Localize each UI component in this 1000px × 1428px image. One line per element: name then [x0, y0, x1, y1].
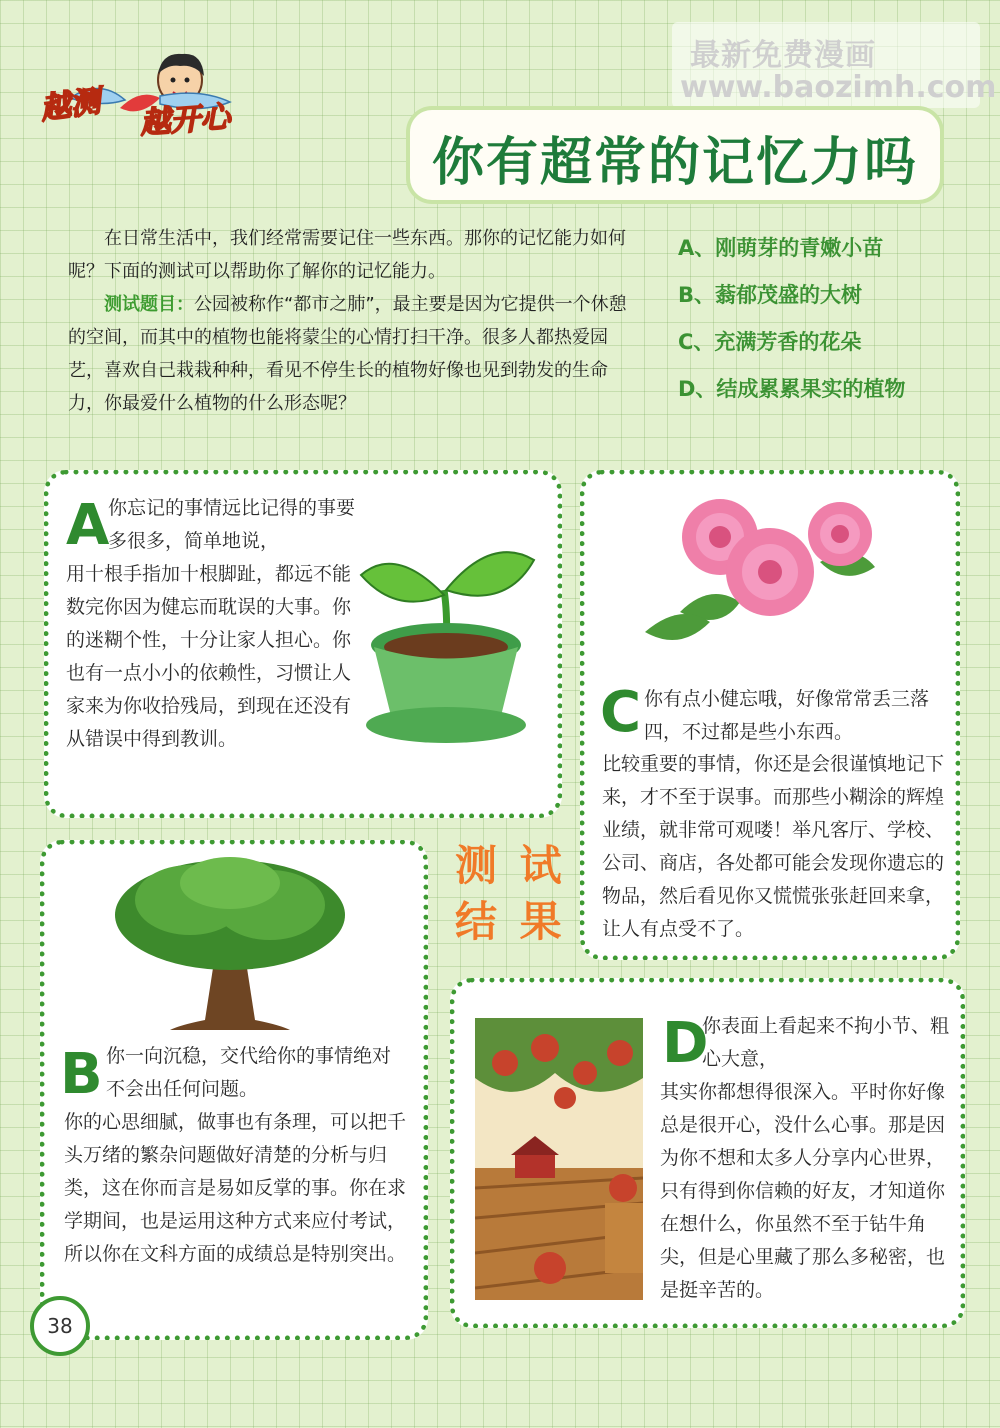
result-a-lead: 你忘记的事情远比记得的事要多很多，简单地说，	[108, 497, 356, 552]
option-c: C、充满芳香的花朵	[678, 330, 862, 354]
result-d-text: 其实你都想得很深入。平时你好像总是很开心，没什么心事。那是因为你不想和太多人分享内心世界，只有得到你信赖的好友，才知道你在想什么，你虽然不至于钻牛角尖，但是心里藏了那么多秘密，也是挺辛苦的。	[660, 1081, 946, 1301]
tree-icon	[110, 855, 350, 1030]
rose-icon	[640, 492, 900, 667]
option-d: D、结成累累果实的植物	[678, 377, 906, 401]
result-letter-d: D	[662, 1011, 709, 1076]
logo-text-left: 越测	[38, 83, 103, 127]
question-label: 测试题目：	[104, 294, 194, 315]
question-text: 公园被称作“都市之肺”，最主要是因为它提供一个休憩的空间，而其中的植物也能将蒙尘的心情打扫干净。很多人都热爱园艺，喜欢自己栽栽种种，看见不停生长的植物好像也见到勃发的生命力，你最爱什么植物的什么形态呢？	[68, 294, 627, 414]
option-b: B、蓊郁茂盛的大树	[678, 283, 863, 307]
watermark-text: 最新免费漫画	[690, 38, 876, 73]
result-d-lead: 你表面上看起来不拘小节、粗心大意，	[702, 1015, 950, 1070]
logo-text-right: 越开心	[139, 99, 232, 142]
result-c-lead: 你有点小健忘哦，好像常常丢三落四，不过都是些小东西。	[644, 688, 930, 743]
watermark-url: www.baozimh.com	[680, 70, 997, 105]
result-a-text: 用十根手指加十根脚趾，都远不能数完你因为健忘而耽误的大事。你的迷糊个性，十分让家人担心。你也有一点小小的依赖性，习惯让人家来为你收拾残局，到现在还没有从错误中得到教训。	[66, 563, 352, 750]
option-a: A、刚萌芽的青嫩小苗	[678, 236, 884, 260]
result-c-text: 比较重要的事情，你还是会很谨慎地记下来，才不至于误事。而那些小糊涂的辉煌业绩，就非常可观喽！举凡客厅、学校、公司、商店，各处都可能会发现你遗忘的物品，然后看见你又慌慌张张赶回来拿，让人有点受不了。	[602, 753, 945, 940]
apple-farm-icon	[475, 1018, 643, 1300]
page-number: 38	[30, 1296, 90, 1356]
question-paragraph	[68, 288, 628, 420]
results-heading-line2: 结 果	[455, 897, 566, 946]
result-b-text: 你的心思细腻，做事也有条理，可以把千头万绪的繁杂问题做好清楚的分析与归类，这在你而言是易如反掌的事。你在求学期间，也是运用这种方式来应付考试，所以你在文科方面的成绩总是特别突出。	[64, 1111, 407, 1265]
page-title: 你有超常的记忆力吗	[431, 133, 918, 193]
options-list	[678, 228, 978, 416]
intro-text	[68, 222, 628, 420]
result-letter-c: C	[600, 680, 642, 745]
results-heading	[455, 838, 566, 950]
result-letter-a: A	[66, 493, 110, 558]
results-heading-line1: 测 试	[455, 841, 566, 890]
intro-paragraph: 在日常生活中，我们经常需要记住一些东西。那你的记忆能力如何呢？下面的测试可以帮助你了解你的记忆能力。	[68, 228, 626, 282]
result-b-lead: 你一向沉稳，交代给你的事情绝对不会出任何问题。	[106, 1045, 392, 1100]
sprout-icon	[356, 535, 536, 750]
result-letter-b: B	[60, 1042, 103, 1107]
